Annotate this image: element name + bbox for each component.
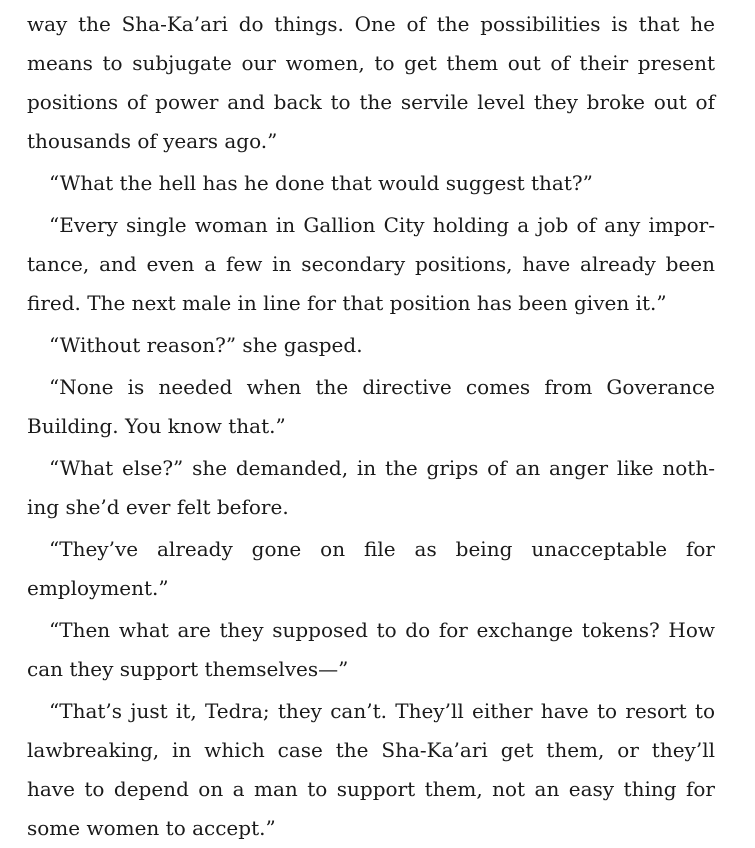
text-line: positions of power and back to the servile level they broke out of — [27, 90, 715, 114]
text-line: ing she’d ever felt before. — [27, 495, 289, 519]
text-line: “Without reason?” she gasped. — [49, 333, 363, 357]
text-line: “None is needed when the directive comes from Goverance — [49, 375, 715, 399]
text-line: lawbreaking, in which case the Sha-Ka’ari get them, or they’ll — [27, 738, 715, 762]
text-line: “They’ve already gone on file as being unacceptable for — [49, 537, 715, 561]
text-line: fired. The next male in line for that position has been given it.” — [27, 291, 667, 315]
paragraph — [27, 449, 715, 527]
text-line: can they support themselves—” — [27, 657, 349, 681]
text-line: way the Sha-Ka’ari do things. One of the possibilities is that he — [27, 12, 715, 36]
paragraph — [27, 164, 715, 203]
paragraph — [27, 692, 715, 848]
text-line: some women to accept.” — [27, 816, 276, 840]
paragraph — [27, 206, 715, 323]
text-line: means to subjugate our women, to get them out of their present — [27, 51, 715, 75]
text-line: thousands of years ago.” — [27, 129, 278, 153]
text-line: “What else?” she demanded, in the grips of an anger like noth- — [49, 456, 715, 480]
text-line: employment.” — [27, 576, 169, 600]
text-line: Building. You know that.” — [27, 414, 286, 438]
text-line: “What the hell has he done that would suggest that?” — [49, 171, 593, 195]
paragraph — [27, 5, 715, 161]
text-line: tance, and even a few in secondary positions, have already been — [27, 252, 715, 276]
paragraph — [27, 368, 715, 446]
text-line: “Then what are they supposed to do for exchange tokens? How — [49, 618, 715, 642]
text-line: “Every single woman in Gallion City holding a job of any impor- — [49, 213, 715, 237]
paragraph — [27, 326, 715, 365]
text-line: have to depend on a man to support them, not an easy thing for — [27, 777, 715, 801]
paragraph — [27, 611, 715, 689]
paragraph — [27, 530, 715, 608]
text-line: “That’s just it, Tedra; they can’t. They’ll either have to resort to — [49, 699, 715, 723]
